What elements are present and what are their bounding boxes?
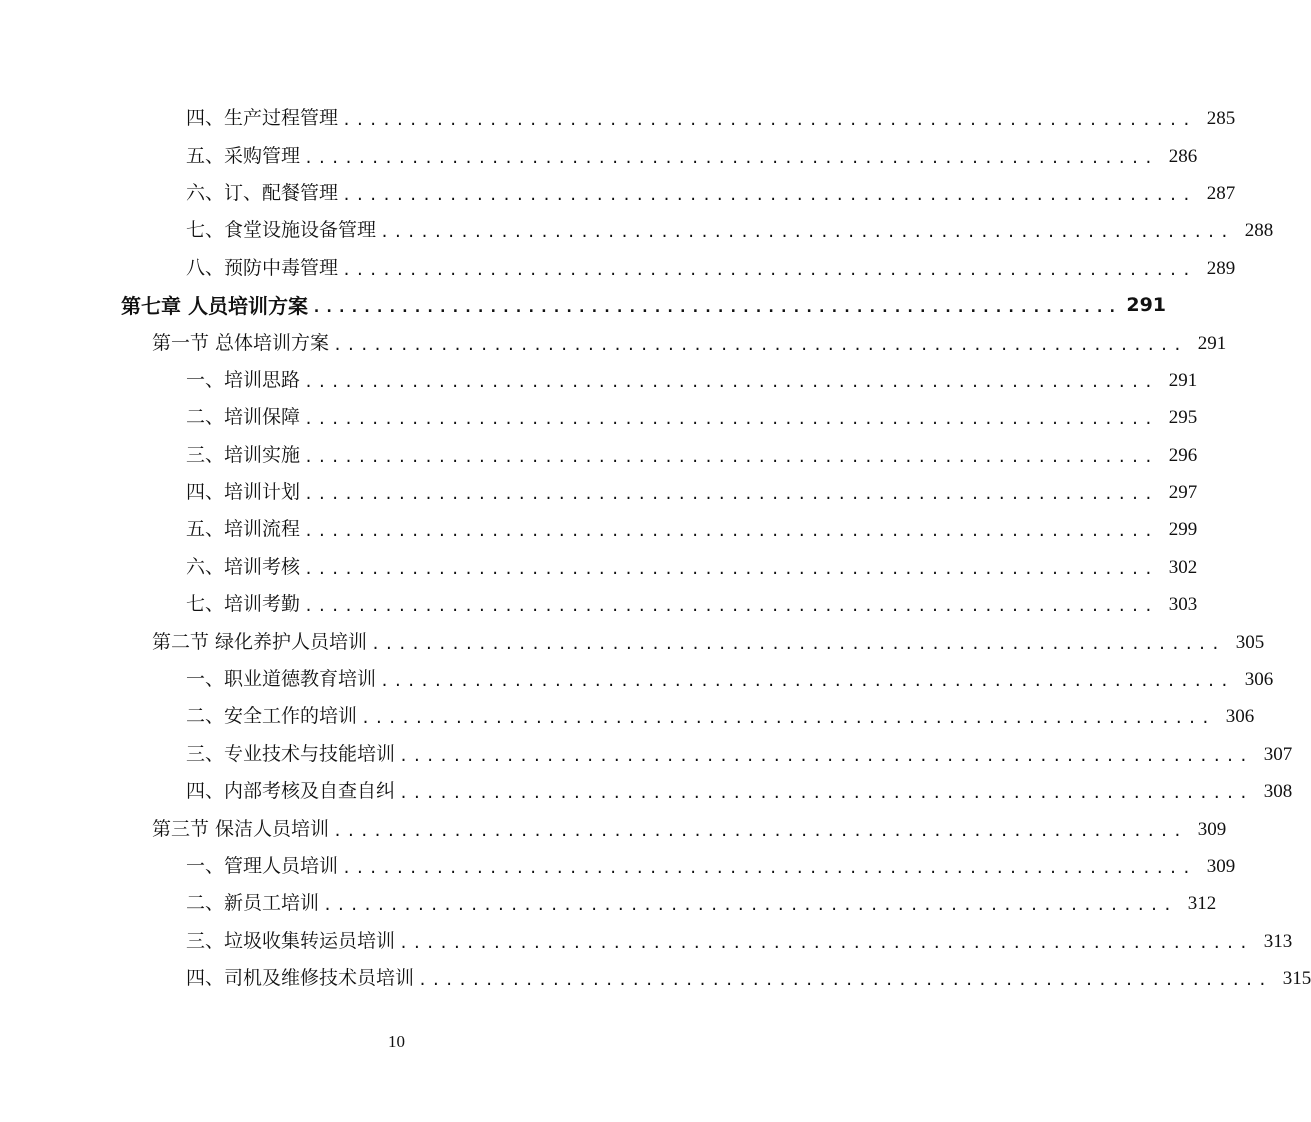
toc-leader-dots: ................................................................ [399,784,1253,803]
toc-chapter-entry[interactable] [0,287,1167,324]
toc-entry-title: 四、内部考核及自查自纠 [186,780,396,803]
toc-entry-title: 一、职业道德教育培训 [186,668,377,691]
toc-entry[interactable] [0,362,1198,399]
toc-section-entry[interactable] [0,623,1265,660]
toc-section-title: 第二节 绿化养护人员培训 [152,630,368,653]
toc-entry[interactable] [0,773,1293,810]
toc-entry-title: 七、培训考勤 [186,593,301,616]
toc-entry-title: 五、采购管理 [186,144,301,167]
toc-entry[interactable] [0,549,1198,586]
toc-entry-page: 313 [1263,930,1293,952]
page-number: 10 [388,1032,405,1051]
toc-leader-dots: ................................................................ [304,447,1158,466]
toc-entry-page: 289 [1206,257,1236,279]
toc-entry-title: 一、管理人员培训 [186,855,339,877]
toc-entry-title: 一、培训思路 [186,368,301,391]
toc-leader-dots: ................................................................ [399,933,1253,952]
toc-leader-dots: ................................................................ [311,298,1121,317]
toc-section-title: 第一节 总体培训方案 [152,331,330,354]
toc-entry-page: 287 [1206,182,1236,204]
toc-entry-page: 307 [1263,743,1293,765]
table-of-contents [0,100,1311,997]
toc-entry[interactable] [0,474,1198,511]
toc-chapter-title: 第七章 人员培训方案 [121,293,308,318]
toc-leader-dots: ................................................................ [342,859,1196,877]
toc-entry-title: 八、预防中毒管理 [186,256,339,279]
toc-entry[interactable] [0,100,1236,137]
toc-entry-page: 309 [1197,818,1227,840]
toc-entry[interactable] [0,586,1198,623]
toc-entry[interactable] [0,137,1198,174]
toc-entry[interactable] [0,212,1274,249]
toc-entry-page: 285 [1206,108,1236,130]
toc-entry[interactable] [0,960,1311,997]
toc-leader-dots: ................................................................ [333,335,1187,354]
toc-leader-dots: ................................................................ [342,185,1196,204]
toc-section-title: 第三节 保洁人员培训 [152,817,330,840]
toc-leader-dots: ................................................................ [380,672,1234,691]
toc-entry-title: 三、专业技术与技能培训 [186,742,396,765]
toc-entry[interactable] [0,399,1198,436]
toc-entry[interactable] [0,437,1198,474]
toc-leader-dots: ................................................................ [304,372,1158,391]
toc-entry-page: 305 [1235,631,1265,653]
toc-entry-page: 299 [1168,519,1198,541]
toc-leader-dots: ................................................................ [380,223,1234,242]
toc-leader-dots: ................................................................ [304,559,1158,578]
toc-entry[interactable] [0,848,1236,885]
toc-leader-dots: ................................................................ [418,971,1272,990]
toc-leader-dots: ................................................................ [342,260,1196,279]
toc-entry-page: 306 [1244,669,1274,691]
toc-entry-title: 二、培训保障 [186,406,301,429]
toc-entry-page: 315 [1282,968,1311,990]
toc-entry-title: 三、垃圾收集转运员培训 [186,929,396,952]
toc-leader-dots: ................................................................ [399,746,1253,765]
toc-leader-dots: ................................................................ [304,485,1158,504]
toc-section-entry[interactable] [0,810,1227,847]
toc-entry[interactable] [0,511,1198,548]
toc-entry-page: 303 [1168,594,1198,616]
toc-entry-page: 302 [1168,556,1198,578]
toc-entry-title: 四、培训计划 [186,481,301,504]
toc-entry[interactable] [0,885,1217,922]
toc-entry-page: 288 [1244,220,1274,242]
toc-entry-page: 296 [1168,444,1198,466]
toc-entry[interactable] [0,250,1236,287]
toc-entry-page: 291 [1126,294,1167,317]
toc-leader-dots: ................................................................ [361,709,1215,728]
toc-leader-dots: ................................................................ [304,410,1158,429]
toc-entry-page: 297 [1168,482,1198,504]
toc-entry[interactable] [0,698,1255,735]
toc-entry-page: 291 [1197,332,1227,354]
toc-entry-page: 312 [1187,893,1217,915]
toc-leader-dots: ................................................................ [304,597,1158,616]
toc-entry-page: 286 [1168,145,1198,167]
toc-entry-title: 六、培训考核 [186,555,301,578]
toc-entry-title: 四、生产过程管理 [186,107,339,130]
toc-entry-page: 306 [1225,706,1255,728]
toc-entry[interactable] [0,923,1293,960]
toc-entry-title: 七、食堂设施设备管理 [186,219,377,242]
toc-leader-dots: ................................................................ [342,111,1196,130]
toc-leader-dots: ................................................................ [371,634,1225,653]
toc-entry-page: 295 [1168,407,1198,429]
toc-entry-title: 二、新员工培训 [186,892,320,915]
toc-entry[interactable] [0,736,1293,773]
toc-entry-title: 四、司机及维修技术员培训 [186,967,415,990]
toc-section-entry[interactable] [0,324,1227,361]
toc-leader-dots: ................................................................ [304,148,1158,167]
toc-entry-title: 五、培训流程 [186,518,301,541]
toc-entry-title: 二、安全工作的培训 [186,705,358,728]
toc-entry-title: 三、培训实施 [186,443,301,466]
toc-leader-dots: ................................................................ [333,821,1187,840]
toc-entry-page: 291 [1168,369,1198,391]
toc-entry[interactable] [0,661,1274,698]
toc-entry-title: 六、订、配餐管理 [186,181,339,204]
toc-leader-dots: ................................................................ [304,522,1158,541]
toc-entry-page: 308 [1263,781,1293,803]
toc-entry[interactable] [0,175,1236,212]
toc-leader-dots: ................................................................ [323,896,1177,915]
toc-entry-page: 309 [1206,856,1236,877]
